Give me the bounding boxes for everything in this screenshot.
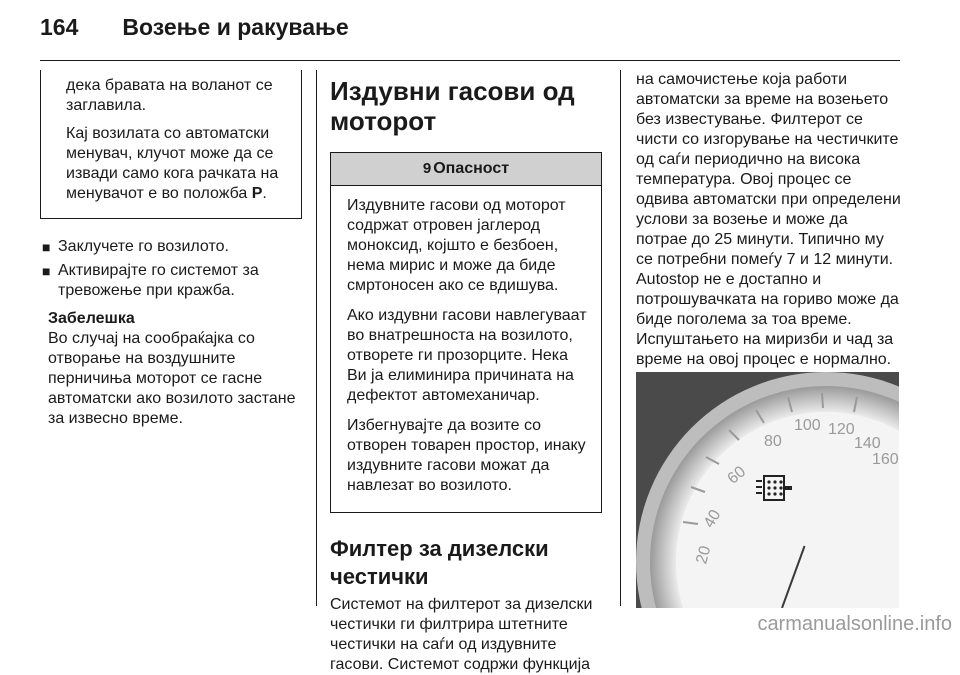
section-text: Системот на филтерот за дизелски честички ги филтрира штетните честички на саѓи од издувните гасови. Системот содржи функција [330,596,593,673]
watermark: carmanualsonline.info [757,613,952,635]
column-divider [620,70,621,606]
page-header [40,14,349,41]
list-item-text: Заклучете го возилото. [58,238,229,255]
dial-label: 80 [764,433,782,450]
page-title: Возење и ракување [122,14,349,40]
danger-box [330,152,602,513]
remark-title: Забелешка [48,310,135,327]
header-rule [40,60,900,61]
gear-position-letter: P [251,185,263,202]
page-number: 164 [40,14,79,40]
note-end: . [262,185,267,202]
bullet-icon: ■ [42,263,51,279]
instrument-cluster-photo [636,372,899,608]
note-paragraph-text: Кај возилата со автоматски менувач, клучот може да се извади само кога рачката на менувачот е во положба [66,125,279,202]
warning-triangle-icon: 9 [422,160,432,177]
column-left [40,70,302,429]
bullet-icon: ■ [42,239,51,255]
body-text: на самочистење која работи автоматски за време на возењето без известување. Филтерот се чисти со изгорување на честичките од саѓи периодично на висока температура. Овој процес се одвива автоматски при определени услови за возење и може да потрае до 25 минути. Типично му се потребни помеѓу 7 и 12 минути. Autostop не е достапно и потрошувачката на гориво може да биде поголема за тоа време. Испуштањето на миризби и чад за време на овој процес е нормално. [636,71,901,368]
dial-label: 40 [700,507,725,531]
dial-label: 120 [828,421,855,438]
danger-header [331,153,601,186]
section-title: Филтер за дизелски честички [330,536,549,589]
note-paragraph [66,124,293,204]
danger-paragraph: Избегнувајте да возите со отворен товарен простор, инаку издувните гасови можат да навлезат во возилото. [347,417,586,494]
danger-title: Опасност [433,160,510,177]
danger-paragraph: Ако издувни гасови навлегуваат во внатрешноста на возилото, отворете ги прозорците. Нека Ви ја елиминира причината на дефектот автомеханичар. [347,307,587,404]
column-right [636,70,902,370]
continued-note-box [40,70,302,219]
speedometer-dial-image [636,372,899,608]
bullet-list [40,237,302,301]
list-item [40,237,302,257]
column-divider [316,70,317,606]
dial-label: 100 [794,417,821,434]
dial-label: 140 [854,435,881,452]
section-title: Издувни гасови од моторот [330,76,575,136]
dial-label: 60 [724,463,750,488]
list-item [40,261,302,301]
danger-body [331,186,601,512]
dial-label: 20 [693,544,715,566]
list-item-text: Активирајте го системот за тревожење при кражба. [58,262,259,299]
dial-label: 160 [872,451,899,468]
column-middle [330,70,602,675]
note-paragraph: дека бравата на воланот се заглавила. [66,77,273,114]
remark-text: Во случај на сообраќајка со отворање на воздушните перничиња моторот се гасне автоматски ако возилото застане за извесно време. [48,330,296,427]
danger-paragraph: Издувните гасови од моторот содржат отровен јаглерод моноксид, којшто е безбоен, нема мирис и може да биде смртоносен ако се вдишува. [347,197,566,294]
remark [40,309,302,429]
